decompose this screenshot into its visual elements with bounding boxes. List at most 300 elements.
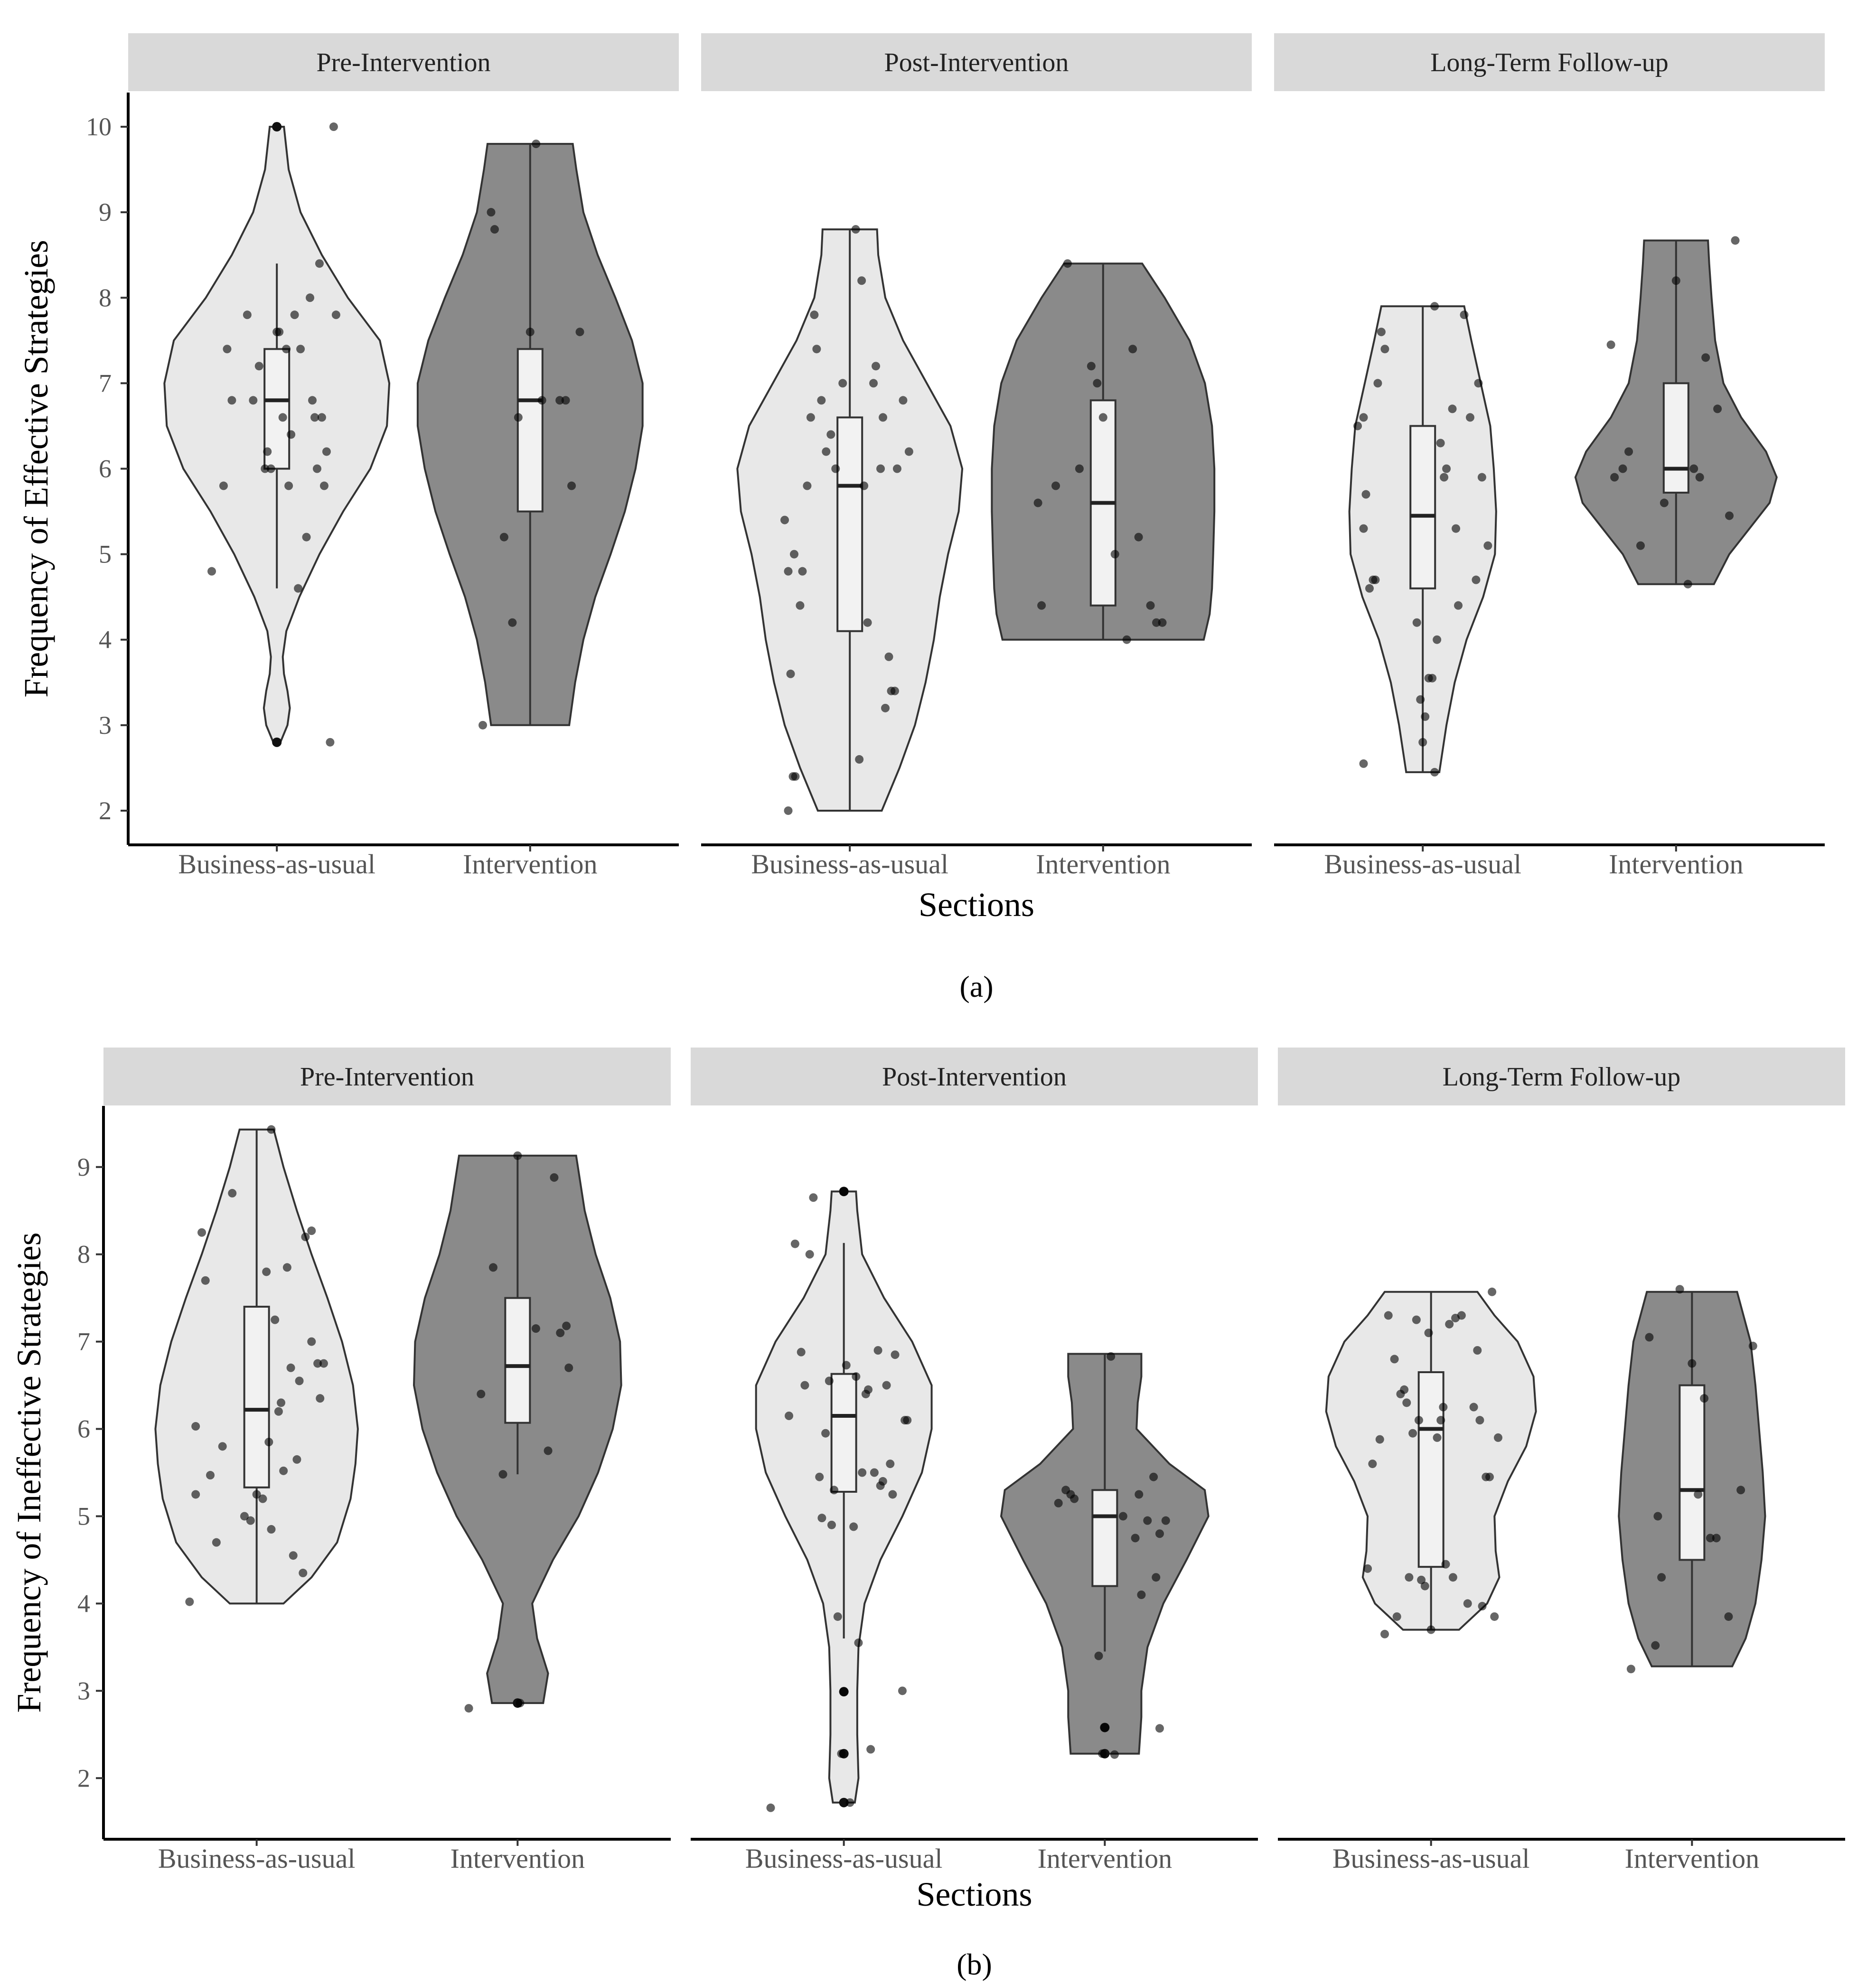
data-point: [284, 482, 293, 490]
data-point: [1724, 1612, 1733, 1621]
data-point: [1436, 439, 1445, 447]
x-tick-label: Intervention: [1036, 849, 1171, 880]
data-point: [869, 379, 878, 387]
data-point: [1110, 1750, 1119, 1759]
data-point: [275, 328, 283, 336]
data-point: [500, 533, 508, 542]
x-tick-label: Business-as-usual: [1332, 1843, 1530, 1874]
data-point: [866, 1745, 875, 1754]
facet-title: Post-Intervention: [884, 48, 1069, 77]
data-point: [876, 465, 885, 473]
data-point: [1433, 636, 1441, 644]
data-point: [874, 1346, 882, 1355]
data-point: [1736, 1486, 1745, 1494]
data-point: [576, 328, 584, 336]
data-point: [1128, 345, 1137, 353]
data-point: [1694, 1490, 1702, 1498]
data-point: [1457, 1311, 1466, 1320]
data-point: [267, 465, 275, 473]
data-point: [1123, 636, 1131, 644]
data-point: [1488, 1288, 1496, 1296]
x-tick-label: Business-as-usual: [751, 849, 949, 880]
data-point: [858, 1469, 866, 1477]
data-point: [246, 1516, 255, 1525]
data-point: [306, 293, 314, 302]
data-point: [279, 1467, 288, 1475]
data-point: [1365, 584, 1374, 593]
data-point: [532, 1324, 540, 1333]
group-intervention: [418, 140, 643, 880]
data-point: [477, 1390, 485, 1398]
data-point: [532, 140, 540, 148]
data-point: [287, 1364, 295, 1372]
data-point: [315, 259, 324, 268]
data-point: [857, 276, 866, 285]
data-point: [322, 447, 331, 456]
box: [837, 417, 862, 631]
data-point: [1470, 1403, 1478, 1412]
data-point: [1363, 1564, 1372, 1573]
data-point: [1152, 1573, 1160, 1582]
data-point: [817, 396, 825, 404]
data-point: [810, 310, 818, 319]
data-point: [562, 1322, 571, 1330]
data-point: [1490, 1612, 1499, 1621]
data-point: [1725, 512, 1734, 520]
data-point: [1380, 345, 1389, 353]
data-point: [197, 1228, 206, 1237]
chart-a: [17, 33, 1825, 1003]
x-tick-label: Intervention: [1037, 1843, 1172, 1874]
data-point: [1684, 580, 1692, 589]
data-point: [1731, 236, 1740, 245]
data-point: [282, 345, 291, 353]
data-point: [1095, 1652, 1103, 1660]
box: [1664, 383, 1688, 493]
data-point: [1390, 1355, 1399, 1363]
data-point: [308, 396, 317, 404]
data-point: [264, 1438, 273, 1446]
data-point: [1402, 1398, 1411, 1407]
data-point: [837, 1750, 846, 1758]
group-business-as-usual: [155, 1125, 358, 1874]
data-point: [228, 1189, 236, 1198]
data-point: [1672, 276, 1680, 285]
x-tick-label: Business-as-usual: [178, 849, 376, 880]
y-tick-label: 6: [99, 454, 112, 483]
panel-post-intervention: [691, 1048, 1258, 1874]
x-tick-label: Intervention: [450, 1843, 585, 1874]
data-point: [313, 465, 321, 473]
data-point: [1135, 533, 1143, 542]
data-point: [1158, 618, 1167, 627]
data-point: [791, 772, 799, 781]
y-tick-label: 2: [77, 1764, 90, 1793]
group-intervention: [1576, 236, 1777, 880]
data-point: [1360, 524, 1368, 533]
data-point: [1408, 1429, 1417, 1438]
data-point: [1384, 1311, 1393, 1320]
data-point: [289, 1551, 298, 1560]
data-point: [879, 413, 887, 421]
data-point: [1143, 1516, 1152, 1525]
data-point: [1454, 601, 1463, 610]
data-point: [1440, 473, 1448, 482]
data-point: [513, 1151, 522, 1160]
data-point: [212, 1538, 221, 1547]
facet-title: Pre-Intervention: [300, 1062, 474, 1092]
chart-b: [10, 1048, 1845, 1981]
data-point: [891, 1350, 900, 1359]
facet-title: Pre-Intervention: [316, 48, 491, 77]
box: [1092, 1490, 1117, 1586]
data-point: [296, 345, 305, 353]
data-point: [1688, 1359, 1696, 1368]
data-point: [1474, 379, 1482, 387]
box: [505, 1298, 530, 1423]
data-point: [1087, 362, 1096, 370]
facet-title: Long-Term Follow-up: [1442, 1062, 1681, 1092]
data-point: [879, 1477, 887, 1486]
data-point: [1037, 601, 1046, 610]
data-point: [803, 482, 811, 490]
data-point: [845, 1798, 854, 1807]
data-point: [1376, 1435, 1384, 1444]
box: [518, 349, 543, 511]
data-point: [870, 1469, 879, 1477]
data-point: [1436, 1416, 1445, 1424]
y-tick-label: 7: [99, 369, 112, 398]
data-point: [191, 1490, 200, 1498]
data-point: [185, 1598, 194, 1606]
group-business-as-usual: [1326, 1288, 1536, 1874]
data-point: [830, 1486, 838, 1494]
data-point: [487, 208, 495, 216]
data-point: [1421, 1582, 1429, 1591]
data-point: [307, 1338, 316, 1346]
data-point: [882, 1381, 891, 1390]
data-point: [785, 1412, 793, 1420]
data-point: [863, 618, 872, 627]
data-point: [838, 379, 847, 387]
data-point: [283, 1263, 291, 1272]
data-point: [898, 1686, 907, 1695]
data-point: [1749, 1342, 1757, 1350]
data-point: [787, 670, 795, 678]
panel-long-term-follow-up: [1274, 33, 1825, 880]
data-point: [1610, 473, 1619, 482]
data-point: [332, 310, 340, 319]
data-point: [1636, 542, 1645, 550]
data-point: [1427, 1626, 1435, 1634]
data-point: [550, 1173, 558, 1182]
data-point: [318, 413, 326, 421]
data-point: [864, 1385, 872, 1394]
data-point: [1098, 1750, 1107, 1758]
y-tick-label: 2: [99, 796, 112, 825]
data-point: [766, 1804, 775, 1812]
data-point: [567, 482, 576, 490]
data-point: [800, 1381, 809, 1390]
data-point: [1475, 1416, 1484, 1424]
data-point: [206, 1471, 215, 1479]
data-point: [267, 1525, 275, 1534]
data-point: [262, 1267, 271, 1276]
data-point: [1063, 259, 1072, 268]
data-point: [1093, 379, 1101, 387]
data-point: [791, 1240, 799, 1248]
data-point: [796, 601, 804, 610]
data-point: [274, 1407, 283, 1416]
data-point: [1405, 1573, 1413, 1582]
data-point: [465, 1704, 473, 1713]
data-point: [1415, 1416, 1423, 1424]
data-point: [1449, 1573, 1457, 1582]
data-point: [1380, 1630, 1389, 1638]
data-point: [815, 1473, 824, 1481]
data-point: [302, 533, 311, 542]
data-point: [295, 1376, 304, 1385]
data-point: [1441, 1560, 1450, 1569]
x-axis-title: Sections: [919, 886, 1034, 924]
data-point: [223, 345, 231, 353]
panel-pre-intervention: [77, 1048, 671, 1874]
data-point: [263, 447, 272, 456]
data-point: [326, 738, 334, 747]
data-point: [489, 1263, 497, 1272]
data-point: [1445, 1320, 1454, 1329]
data-point: [905, 447, 913, 456]
data-point: [1054, 1499, 1063, 1507]
facet-title: Long-Term Follow-up: [1430, 48, 1669, 77]
data-point: [1485, 1473, 1494, 1481]
data-point: [562, 396, 570, 404]
x-axis-title: Sections: [916, 1875, 1032, 1913]
figure-caption: (b): [957, 1947, 992, 1981]
data-point: [784, 567, 793, 576]
data-point: [852, 1372, 860, 1381]
data-point: [1099, 413, 1107, 421]
data-point: [219, 482, 228, 490]
box: [832, 1374, 856, 1492]
y-tick-label: 7: [77, 1327, 90, 1356]
data-point: [1651, 1641, 1660, 1650]
data-point: [490, 225, 499, 234]
data-point: [812, 345, 821, 353]
data-point: [888, 1490, 897, 1498]
data-point: [1607, 340, 1615, 349]
data-point: [1135, 1490, 1143, 1498]
data-point: [287, 430, 295, 439]
data-point: [544, 1447, 553, 1455]
data-point: [301, 1233, 310, 1241]
data-point: [1624, 447, 1633, 456]
data-point: [852, 225, 860, 234]
data-point: [780, 516, 789, 524]
data-point: [299, 1569, 307, 1577]
data-point: [1412, 1316, 1421, 1324]
box: [1410, 426, 1435, 588]
data-point: [872, 362, 880, 370]
data-point: [790, 550, 798, 559]
data-point: [564, 1364, 573, 1372]
data-point: [508, 618, 516, 627]
panel-post-intervention: [701, 33, 1252, 880]
data-point: [860, 482, 868, 490]
data-point: [1162, 1516, 1170, 1525]
data-point: [207, 567, 216, 576]
panel-long-term-follow-up: [1278, 1048, 1845, 1874]
data-point: [1619, 465, 1627, 473]
data-point: [1442, 465, 1451, 473]
data-point: [849, 1523, 858, 1531]
data-point: [1676, 1285, 1684, 1293]
data-point: [291, 310, 299, 319]
data-point: [538, 396, 546, 404]
x-tick-label: Business-as-usual: [745, 1843, 943, 1874]
data-point: [1360, 759, 1368, 768]
y-tick-label: 6: [77, 1414, 90, 1443]
y-tick-label: 9: [77, 1152, 90, 1181]
box: [1679, 1385, 1704, 1560]
y-tick-label: 3: [99, 711, 112, 739]
data-point: [556, 1329, 564, 1337]
data-point: [307, 1226, 316, 1235]
data-point: [1119, 1512, 1127, 1520]
facet-title: Post-Intervention: [882, 1062, 1067, 1092]
group-intervention: [992, 259, 1214, 880]
data-point: [1430, 768, 1439, 777]
data-point: [279, 413, 287, 421]
data-point: [1460, 310, 1468, 319]
data-point: [798, 567, 807, 576]
data-point: [817, 1514, 826, 1522]
data-point: [258, 1495, 267, 1503]
x-tick-label: Intervention: [463, 849, 598, 880]
data-point: [827, 1521, 836, 1529]
data-point: [822, 447, 830, 456]
data-point: [319, 1359, 328, 1368]
data-point: [1361, 490, 1370, 499]
data-point: [1131, 1534, 1140, 1542]
data-point: [1371, 576, 1379, 584]
data-point: [784, 806, 793, 815]
data-point: [1452, 524, 1460, 533]
y-axis-title: Frequency of Ineffective Strategies: [10, 1232, 48, 1713]
data-point: [797, 1348, 806, 1357]
data-point: [891, 687, 899, 695]
data-point: [809, 1193, 817, 1202]
box: [1419, 1372, 1444, 1567]
data-point: [329, 122, 338, 131]
data-point: [1645, 1333, 1653, 1341]
y-tick-label: 5: [99, 540, 112, 569]
data-point: [1712, 1534, 1721, 1542]
data-point: [1448, 404, 1457, 413]
data-point: [1416, 695, 1425, 704]
data-point: [903, 1416, 911, 1424]
y-tick-label: 8: [77, 1240, 90, 1269]
data-point: [1627, 1665, 1635, 1673]
data-point: [294, 584, 302, 593]
data-point: [821, 1429, 830, 1438]
data-point: [826, 430, 835, 439]
data-point: [1463, 1599, 1472, 1608]
data-point: [1070, 1495, 1079, 1503]
data-point: [806, 1250, 814, 1259]
data-point: [1478, 473, 1486, 482]
data-point: [316, 1394, 324, 1403]
data-point: [1478, 1602, 1487, 1610]
data-point: [516, 1699, 524, 1707]
data-point: [1472, 576, 1480, 584]
data-point: [320, 482, 328, 490]
data-point: [271, 1316, 279, 1324]
y-tick-label: 5: [77, 1502, 90, 1531]
data-point: [1433, 1433, 1441, 1442]
y-tick-label: 9: [99, 198, 112, 227]
data-point: [1051, 482, 1060, 490]
outlier-point: [272, 738, 281, 747]
data-point: [1421, 712, 1429, 721]
data-point: [1700, 1394, 1708, 1403]
data-point: [840, 1187, 848, 1196]
data-point: [514, 413, 523, 421]
data-point: [1660, 499, 1669, 507]
data-point: [1425, 1329, 1433, 1337]
data-point: [1075, 465, 1084, 473]
data-point: [255, 362, 263, 370]
group-intervention: [1001, 1352, 1209, 1874]
data-point: [825, 1376, 834, 1385]
data-point: [881, 704, 890, 712]
data-point: [840, 1687, 848, 1696]
data-point: [854, 1638, 863, 1647]
data-point: [1393, 1612, 1401, 1621]
data-point: [267, 1125, 275, 1134]
data-point: [842, 1361, 851, 1369]
data-point: [1657, 1573, 1666, 1582]
y-tick-label: 3: [77, 1676, 90, 1705]
data-point: [1466, 413, 1474, 421]
outlier-point: [272, 122, 281, 131]
data-point: [1473, 1346, 1482, 1355]
data-point: [1155, 1529, 1164, 1538]
data-point: [227, 396, 236, 404]
data-point: [893, 465, 901, 473]
data-point: [526, 328, 535, 336]
data-point: [201, 1276, 210, 1285]
data-point: [1149, 1473, 1158, 1481]
data-point: [1428, 674, 1436, 683]
group-business-as-usual: [745, 1187, 943, 1874]
data-point: [1701, 353, 1710, 362]
data-point: [499, 1470, 507, 1479]
x-tick-label: Business-as-usual: [158, 1843, 356, 1874]
data-point: [292, 1455, 301, 1464]
panel-pre-intervention: [86, 33, 679, 880]
data-point: [1689, 465, 1698, 473]
data-point: [1155, 1724, 1164, 1732]
y-tick-label: 10: [86, 112, 112, 141]
data-point: [885, 653, 893, 661]
data-point: [831, 465, 840, 473]
data-point: [1373, 379, 1382, 387]
data-point: [1034, 499, 1042, 507]
y-tick-label: 8: [99, 283, 112, 312]
data-point: [218, 1442, 227, 1451]
group-business-as-usual: [164, 122, 389, 880]
